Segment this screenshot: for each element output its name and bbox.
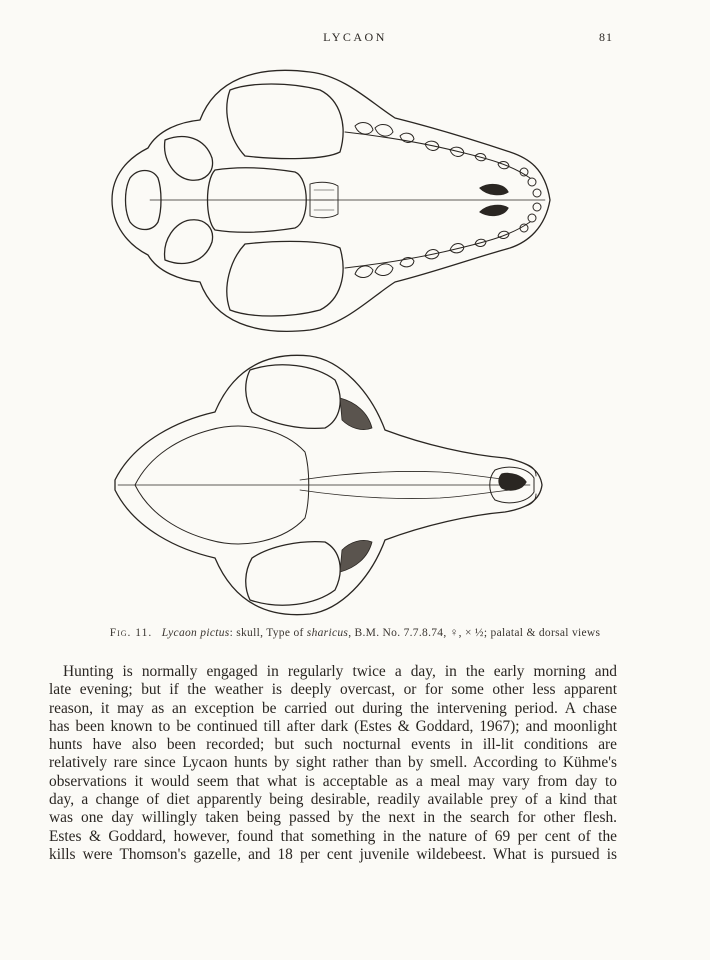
body-paragraph (49, 663, 617, 864)
running-head (0, 30, 710, 50)
paragraph-line: kills were Thomson's gazelle, and 18 per cent juvenile wildebeest. What is pursued is (49, 845, 617, 863)
figure-type-name: sharicus (306, 627, 349, 639)
figure-species: Lycaon pictus (161, 627, 230, 639)
paragraph-line: Hunting is normally engaged in regularly twice a day, in the early morning and (63, 663, 617, 680)
paragraph-line: reason, it may as an exception be carried out during the intervening period. A chase (49, 699, 617, 717)
figure-caption (0, 627, 710, 639)
figure-caption-end: , B.M. No. 7.7.8.74, ♀, × ½; palatal & dorsal views (348, 627, 601, 639)
figure-label: Fig. 11. (109, 627, 153, 639)
dorsal-view-skull (115, 355, 542, 614)
skull-drawing (40, 60, 680, 620)
figure-caption-mid: : skull, Type of (229, 627, 307, 639)
paragraph-line: relatively rare since Lycaon hunts by sight rather than by smell. According to Kühme's (49, 754, 617, 772)
page-number: 81 (599, 30, 613, 44)
running-title: LYCAON (323, 30, 387, 44)
paragraph-line: late evening; but if the weather is deeply overcast, or for some other less apparent (49, 681, 617, 699)
paragraph-line: has been known to be continued till after dark (Estes & Goddard, 1967); and moonlight (49, 717, 617, 735)
paragraph-line: observations it would seem that what is acceptable as a meal may vary from day to (49, 772, 617, 790)
paragraph-line: day, a change of diet apparently being desirable, readily available prey of a kind that (49, 791, 617, 809)
palatal-view-skull (112, 70, 550, 331)
paragraph-line: was one day willingly taken being passed by the next in the search for other flesh. (49, 809, 617, 827)
paragraph-line: hunts have also been recorded; but such nocturnal events in ill-lit conditions are (49, 736, 617, 754)
figure-skull-illustration (40, 60, 680, 620)
paragraph-line: Estes & Goddard, however, found that something in the nature of 69 per cent of the (49, 827, 617, 845)
